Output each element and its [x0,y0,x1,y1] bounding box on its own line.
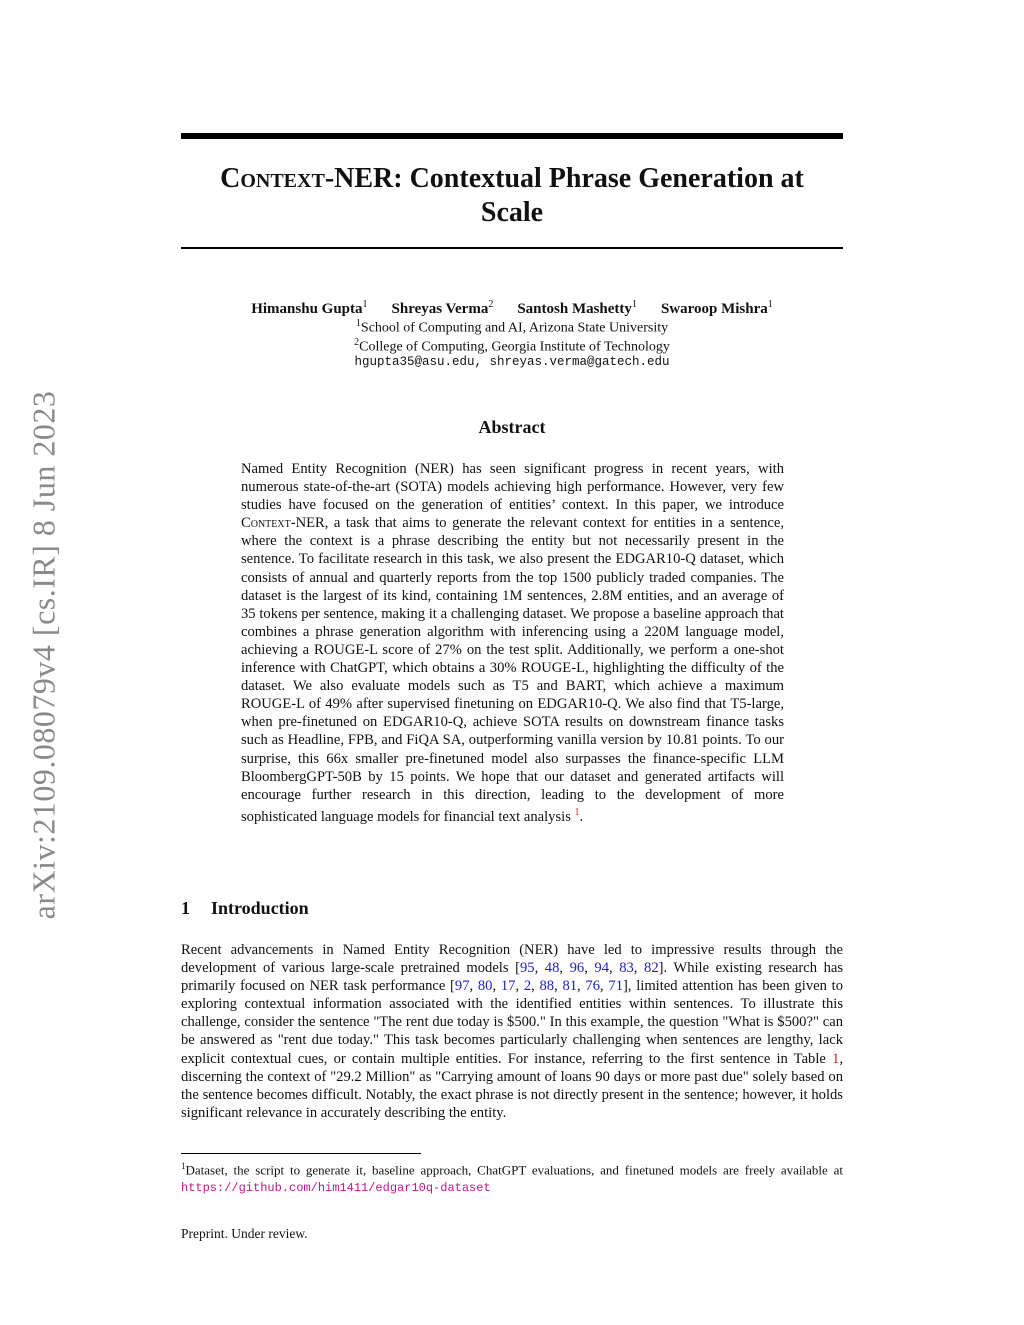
title-bottom-rule [181,247,843,249]
dataset-url-link[interactable]: https://github.com/him1411/edgar10q-dataset [181,1181,491,1196]
citation-link[interactable]: 94 [594,960,609,977]
affiliation: $^1$School of Computing and AI, Arizona State University [355,318,669,336]
citation-link[interactable]: 83 [619,960,634,977]
abstract-heading: Abstract [478,417,546,437]
author-emails: hgupta35@asu.edu, shreyas.verma@gatech.edu [354,355,670,369]
title-top-rule [181,133,843,139]
author: Himanshu Gupta$^1$ [251,299,368,317]
table-reference-link[interactable]: 1 [832,1050,840,1067]
title-line2: Scale [480,197,544,228]
section-heading: 1 Introduction [181,898,309,918]
citation-link[interactable]: 82 [644,960,659,977]
citation-link[interactable]: 71 [608,978,623,995]
author: Swaroop Mishra$^1$ [660,299,773,317]
preprint-note: Preprint. Under review. [181,1226,308,1241]
citation-link[interactable]: 88 [539,978,555,995]
footnote: $^1$Dataset, the script to generate it, baseline approach, ChatGPT evaluations, and finetuned models are freely available at https://github.com/him1411/edgar10q-dataset [181,1161,843,1196]
introduction-text: Recent advancements in Named Entity Recognition (NER) have led to impressive results through the development of various large-scale pretrained models [95, 48, 96, 94, 83, 82]. While existing research has primarily focused on NER task performance [97, 80, 17, 2, 88, 81, 76, 71], limited attention has been given to exploring contextual information associated with the identified entities within sentences. To illustrate this challenge, consider the sentence "The rent due today is $500." In this example, the question "What is $500?" can be answered as "rent due today." This task becomes particularly challenging when sentences are lengthy, lack explicit contextual cues, or contain multiple entities. For instance, referring to the first sentence in Table 1, discerning the context of "29.2 Million" as "Carrying amount of loans 90 days or more past due" solely based on the sentence becomes difficult. Notably, the exact phrase is not directly present in the sentence; however, it holds significant relevance in accurately describing the entity. [181,942,844,1121]
abstract-text: Named Entity Recognition (NER) has seen significant progress in recent years, with numerous state-of-the-art (SOTA) models achieving high performance. However, very few studies have focused on the generation of entities’ context. In this paper, we introduce Context-NER, a task that aims to generate the relevant context for entities in a sentence, where the context is a phrase describing the entity but not necessarily present in the sentence. To facilitate research in this task, we also present the EDGAR10-Q dataset, which consists of annual and quarterly reports from the top 1500 publicly traded companies. The dataset is the largest of its kind, containing 1M sentences, 2.8M entities, and an average of 35 tokens per sentence, making it a challenging dataset. We propose a baseline approach that combines a phrase generation algorithm with inferencing using a 220M language model, achieving a ROUGE-L score of 27% on the test split. Additionally, we perform a one-shot inference with ChatGPT, which obtains a 30% ROUGE-L, highlighting the difficulty of the dataset. We also evaluate models such as T5 and BART, which achieve a maximum ROUGE-L of 49% after supervised finetuning on EDGAR10-Q. We also find that T5-large, when pre-finetuned on EDGAR10-Q, achieve SOTA results on downstream finance tasks such as Headline, FPB, and FiQA SA, outperforming vanilla version by 10.81 points. To our surprise, this 66x smaller pre-finetuned model also surpasses the finance-specific LLM BloombergGPT-50B by 15 points. We hope that our dataset and generated artifacts will encourage further research in this direction, leading to the development of more sophisticated language models for financial text analysis $^1$. [241,461,784,825]
author: Santosh Mashetty$^1$ [517,299,637,317]
citation-link[interactable]: 97 [454,978,470,995]
author: Shreyas Verma$^2$ [391,299,494,317]
citation-link[interactable]: 96 [569,960,585,977]
paper-title [181,162,843,230]
title-smallcaps: Context [220,163,325,194]
citation-link[interactable]: 95 [519,960,535,977]
citation-link[interactable]: 81 [562,978,578,995]
footnote-link[interactable]: 1 [574,806,580,818]
affiliation: $^2$College of Computing, Georgia Institute of Technology [354,337,670,355]
arxiv-stamp: arXiv:2109.08079v4 [cs.IR] 8 Jun 2023 [25,390,62,920]
title-line1: -NER: Contextual Phrase Generation at [324,163,804,194]
citation-link[interactable]: 80 [477,978,493,995]
citation-link[interactable]: 76 [585,978,601,995]
footnote-rule [181,1153,421,1154]
citation-link[interactable]: 2 [523,978,532,995]
citation-link[interactable]: 48 [544,960,560,977]
citation-link[interactable]: 17 [500,978,516,995]
